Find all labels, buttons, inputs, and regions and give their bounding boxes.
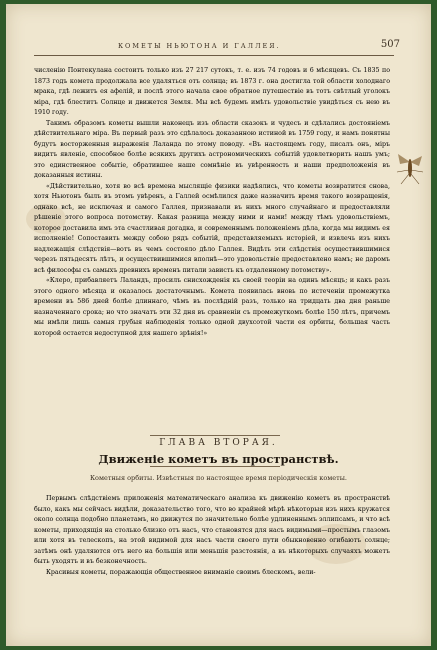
running-title: КОМЕТЫ НЬЮТОНА И ГАЛЛЕЯ.	[118, 42, 281, 50]
paragraph: Первымъ слѣдствіемъ приложенія математическаго анализа къ движенію кометъ въ пространствѣ было, какъ мы сейчасъ видѣли, доказательство того, что во крайней мѣрѣ нѣкоторыя изъ нихъ кружатся около солнца подобно планетамъ, но движутся по значительно болѣе удлиненнымъ эллипсамъ, и что всѣ кометы, приходящія на столько близко отъ насъ, что становятся для насъ видимыми—простымъ глазомъ или хотя въ телескопъ, на этой видимой для насъ части своего пути обыкновенно огибаютъ солнце; затѣмъ онѣ удаляются отъ него на большія или меньшія разстоянія, а въ нѣкоторыхъ случаяхъ можетъ быть уходятъ и въ безконечность.	[34, 495, 390, 565]
chapter-rule	[150, 466, 280, 467]
chapter-subtitle: Кометныя орбиты. Извѣстныя по настоящее время періодическія кометы.	[90, 474, 347, 482]
main-text	[34, 66, 390, 339]
paragraph: «Клеро, прибавляетъ Лаландъ, просилъ снисхожденія къ своей теоріи на одинъ мѣсяцъ; и какъ разъ этого одного мѣсяца и оказалось достаточнымъ. Комета появилась вновь по истеченіи промежутка времени въ 586 дней болѣе длиннаго, чѣмъ въ послѣдній разъ, только на тридцать два дня раньше назначеннаго срока; но что значатъ эти 32 дня въ сравненіи съ промежуткомъ болѣе 150 лѣтъ, причемъ мы имѣли лишь самыя грубыя наблюденія только одной двухсотой части ея орбиты, большая часть которой остается недоступной для нашего зрѣнія!»	[34, 277, 390, 337]
header-rule	[34, 55, 394, 56]
paragraph: «Дѣйствительно, хотя во всѣ времена мыслящіе физики надѣялись, что кометы возвратится снова, хотя Ньютонъ былъ въ этомъ увѣренъ, а Галлей осмѣлился даже назначить время такого возвращенія, однако всѣ, не исключая и самого Галлея, признавали въ нихъ много случайнаго и предоставляли рѣшеніе этого вопроса потомству. Какая разница между ними и нами! между тѣмъ удовольствіемъ, которое доставила имъ эта счастливая догадка, и современнымъ положеніемъ дѣла, когда мы видимъ ея исполненіе! Сопоставить между собою рядъ событій, представляемыхъ исторіей, и извлечь изъ нихъ надлежащія слѣдствія—вотъ въ чемъ состояло дѣло Галлея. Видѣть эти слѣдствія осуществившимися черезъ пятьдесятъ лѣтъ, и осуществившимися вполнѣ—это удовольствіе предоставлено намъ; не даромъ всѣ философы съ самыхъ древнихъ временъ питали зависть къ отдаленному потомству».	[34, 182, 390, 274]
pressed-insect-icon	[395, 148, 425, 188]
page-number: 507	[380, 39, 400, 50]
chapter-title: Движеніе кометъ въ пространствѣ.	[98, 452, 339, 466]
running-header	[34, 39, 400, 54]
paragraph: Такимъ образомъ кометы вышли наконецъ изъ области сказокъ и чудесъ и сдѣлались достояніемъ дѣйствительнаго міра. Въ первый разъ это сдѣлалось доказанною истиной въ 1759 году, и намъ понятны будутъ восторженныя выраженія Лаланда по этому поводу. «Въ настоящемъ году, писалъ онъ, міръ видитъ явленіе, способное болѣе всякихъ другихъ астрономическихъ событій удовлетворить нашъ умъ; это единственное событіе, обратившее наше сомнѣніе въ увѣренность и наши предположенія въ доказанныя истины.	[34, 119, 390, 179]
paragraph: численію Понтекулана состоитъ только изъ 27 217 сутокъ, т. е. изъ 74 годовъ и 6 мѣсяцевъ. Съ 1835 по 1873 годъ комета продолжала все удаляться отъ солнца; въ 1873 г. она достигла той области холоднаго мрака, гдѣ лежитъ ея афелій, и послѣ этого начала свое обратное путешествіе въ тотъ свѣтлый уголокъ міра, гдѣ блеститъ Солнце и движется Земля. Мы всѣ будемъ имѣть удовольствіе увидѣться съ нею въ 1910 году.	[34, 67, 390, 116]
chapter-heading: ГЛАВА ВТОРАЯ.	[159, 438, 278, 448]
chapter-text	[34, 494, 390, 578]
paragraph: Красивыя кометы, поражающія общественное вниманіе своимъ блескомъ, вели-	[46, 568, 316, 576]
section-rule	[150, 435, 280, 436]
